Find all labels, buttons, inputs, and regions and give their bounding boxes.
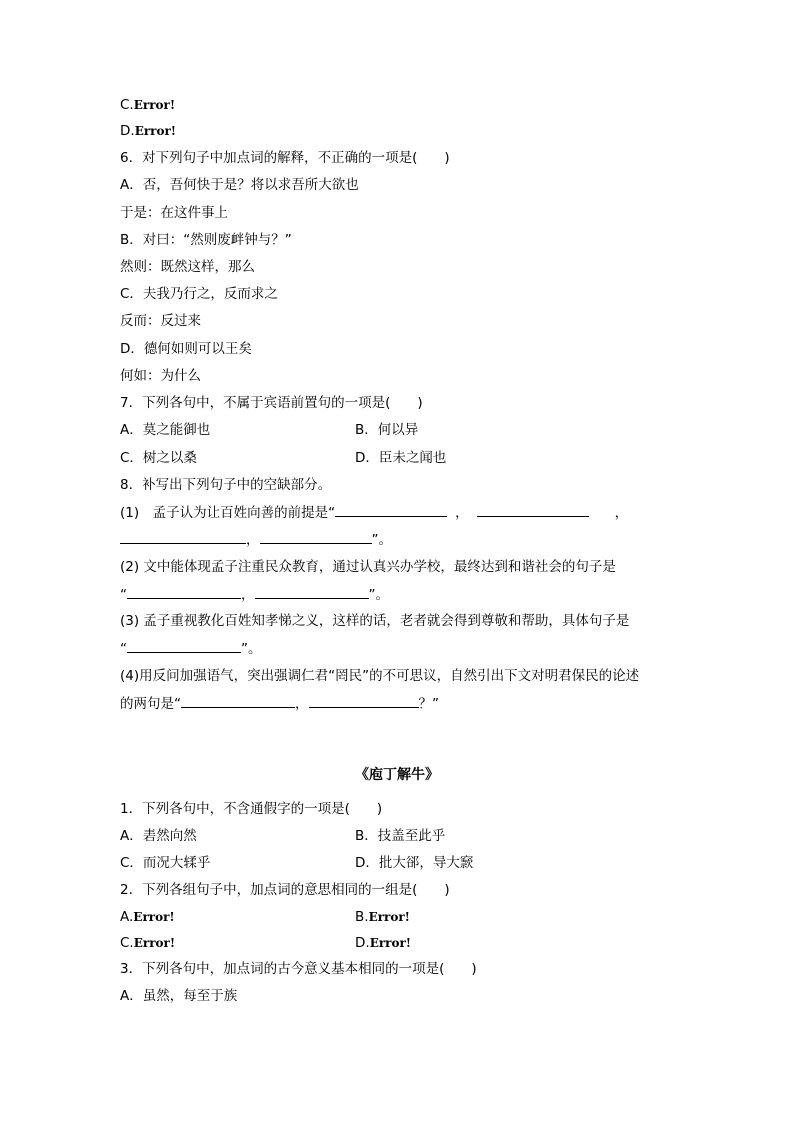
q3-option-a: A．虽然，每至于族 [120,988,238,1004]
error-text: Error! [133,910,175,924]
answer-blank[interactable] [181,694,295,708]
error-text: Error! [134,124,177,138]
answer-blank[interactable] [255,585,369,599]
q2-option-a: A.Error! [120,909,175,925]
q7-option-b: B．何以异 [355,422,419,438]
q8-item-3: (3) 孟子重视教化百姓知孝悌之义，这样的话，老者就会得到尊敬和帮助，具体句子是 [120,613,630,629]
answer-blank[interactable] [127,585,241,599]
q1-option-a: A．砉然向然 [120,828,197,844]
q8-item-2: (2) 文中能体现孟子注重民众教育，通过认真兴办学校，最终达到和谐社会的句子是 [120,559,616,575]
q1-option-b: B．技盖至此乎 [355,828,446,844]
q8-item-1-cont: ， ”。 [120,530,392,549]
q2-option-d: D.Error! [355,935,412,951]
q2-option-c: C.Error! [120,935,176,951]
q6-gloss-c: 反而：反过来 [120,313,201,329]
q6-option-d: D．德何如则可以王矣 [120,341,252,357]
q6-option-b: B．对曰：“然则废衅钟与？” [120,232,292,248]
q8-item-4: (4)用反问加强语气，突出强调仁君“罔民”的不可思议，自然引出下文对明君保民的论述 [120,668,640,684]
answer-blank[interactable] [309,694,419,708]
answer-blank[interactable] [335,503,447,517]
error-text: Error! [369,936,412,950]
answer-blank[interactable] [120,530,246,544]
q8-item-2-cont: “ ， ”。 [120,587,389,603]
q7-option-d: D．臣未之闻也 [355,450,447,466]
question-1: 1．下列各句中，不含通假字的一项是( ) [120,801,383,817]
error-text: Error! [133,98,176,112]
answer-blank[interactable] [477,503,589,517]
question-2: 2．下列各组句子中，加点词的意思相同的一组是( ) [120,882,450,898]
section-title: 《庖丁解牛》 [355,767,439,783]
q8-item-1: (1) 孟子认为让百姓向善的前提是“ ， ， [120,505,629,521]
error-text: Error! [368,910,410,924]
answer-blank[interactable] [260,530,372,544]
q6-option-c: C．夫我乃行之，反而求之 [120,286,278,302]
q1-option-d: D．批大郤，导大窾 [355,855,474,871]
question-6: 6．对下列句子中加点词的解释，不正确的一项是( ) [120,150,450,166]
q6-gloss-a: 于是：在这件事上 [120,205,228,221]
option-c: C.Error! [120,97,176,113]
q1-option-c: C．而况大𫐓乎 [120,855,211,871]
q8-item-4-cont: 的两句是“ ， ？” [120,696,439,712]
option-d: D.Error! [120,123,177,139]
q7-option-a: A．莫之能御也 [120,422,211,438]
q8-item-3-cont: “ ”。 [120,641,262,657]
q7-option-c: C．树之以桑 [120,450,197,466]
q6-option-a: A．否，吾何快于是？将以求吾所大欲也 [120,177,359,193]
question-8: 8．补写出下列句子中的空缺部分。 [120,477,332,493]
q6-gloss-d: 何如：为什么 [120,368,201,384]
question-3: 3．下列各句中，加点词的古今意义基本相同的一项是( ) [120,961,477,977]
q2-option-b: B.Error! [355,909,410,925]
answer-blank[interactable] [127,639,241,653]
question-7: 7．下列各句中，不属于宾语前置句的一项是( ) [120,395,423,411]
q6-gloss-b: 然则：既然这样，那么 [120,259,255,275]
error-text: Error! [133,936,176,950]
